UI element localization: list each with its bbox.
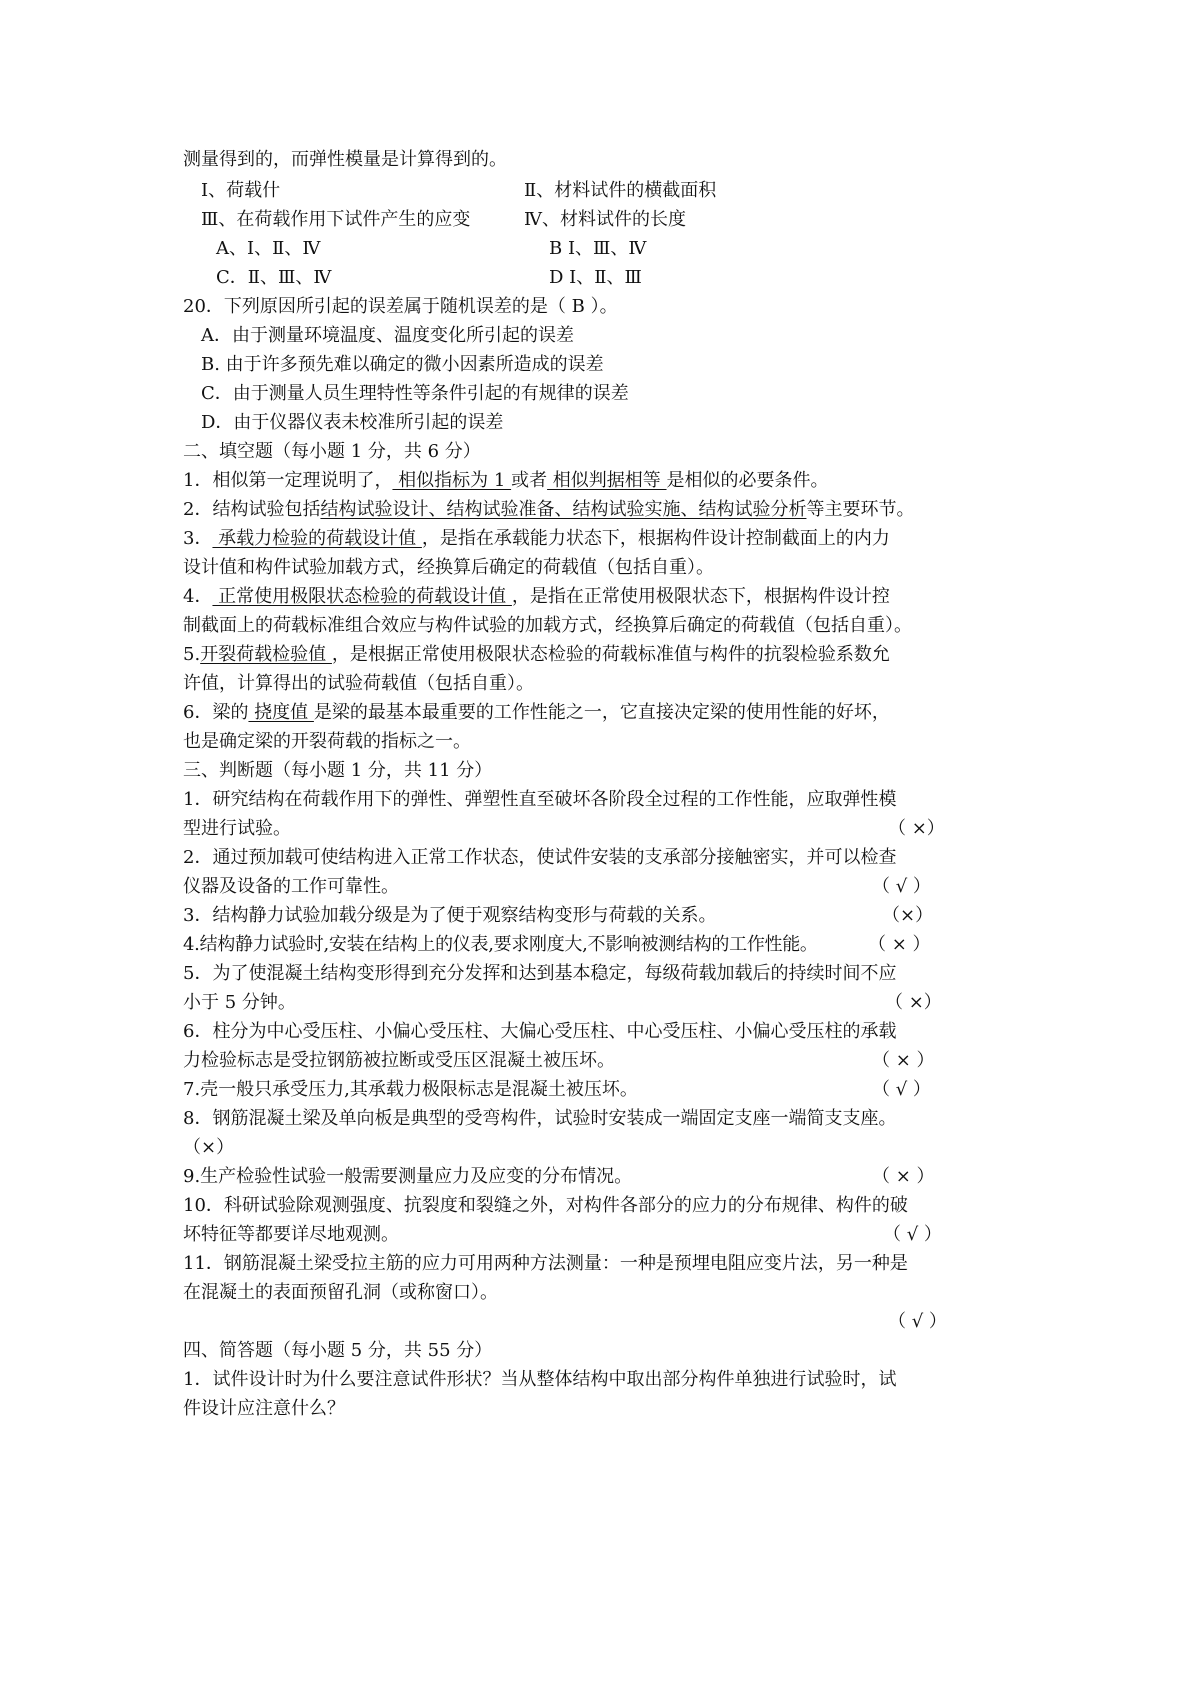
judge-q1-line-2: 型进行试验。: [183, 818, 291, 839]
fill-q4-answer: 正常使用极限状态检验的荷载设计值: [212, 586, 512, 607]
judge-q11-line-2: 在混凝土的表面预留孔洞（或称窗口）。: [183, 1282, 498, 1303]
judge-q10-line-2: 坏特征等都要详尽地观测。: [183, 1224, 399, 1245]
q19-item-3: Ⅲ、在荷载作用下试件产生的应变: [201, 209, 471, 230]
q20-stem: 20．下列原因所引起的误差属于随机误差的是（ B ）。: [183, 296, 618, 317]
q19-item-4: Ⅳ、材料试件的长度: [524, 209, 686, 230]
fill-q6-continuation: 也是确定梁的开裂荷载的指标之一。: [183, 731, 471, 752]
fill-q3: [183, 528, 890, 550]
fill-q1-text-c: 是相似的必要条件。: [666, 470, 829, 491]
q20-option-a: A．由于测量环境温度、温度变化所引起的误差: [201, 325, 574, 346]
fill-q4-text-b: ，是指在正常使用极限状态下，根据构件设计控: [511, 586, 890, 607]
q19-item-1: Ⅰ、荷载什: [201, 180, 281, 201]
judge-q3-answer: （×）: [882, 905, 934, 926]
fill-q1-text-a: 1．相似第一定理说明了，: [183, 470, 393, 491]
judge-q7-answer: （ √ ）: [872, 1079, 931, 1100]
fill-q4-continuation: 制截面上的荷载标准组合效应与构件试验的加载方式，经换算后确定的荷载值（包括自重）。: [183, 615, 912, 636]
fill-q5-continuation: 许值，计算得出的试验荷载值（包括自重）。: [183, 673, 534, 694]
fill-q5-text-b: ，是根据正常使用极限状态检验的荷载标准值与构件的抗裂检验系数允: [331, 644, 890, 665]
judge-q2-answer: （ √ ）: [872, 876, 931, 897]
judge-q5-line-2: 小于 5 分钟。: [183, 992, 296, 1013]
fill-q4-text-a: 4．: [183, 586, 213, 607]
fill-section-header: 二、填空题（每小题 1 分，共 6 分）: [183, 441, 481, 462]
judge-q6-line-2: 力检验标志是受拉钢筋被拉断或受压区混凝土被压坏。: [183, 1050, 615, 1071]
judge-q2-line-2: 仪器及设备的工作可靠性。: [183, 876, 399, 897]
judge-q11-line-1: 11．钢筋混凝土梁受拉主筋的应力可用两种方法测量：一种是预埋电阻应变片法，另一种是: [183, 1253, 908, 1274]
short-q1-line-2: 件设计应注意什么？: [183, 1398, 345, 1419]
q19-item-2: Ⅱ、材料试件的横截面积: [524, 180, 717, 201]
judge-q4-answer: （ × ）: [868, 934, 931, 955]
fill-q6-answer: 挠度值: [248, 702, 314, 723]
fill-q5-text-a: 5.: [183, 644, 201, 665]
judge-q1-line-1: 1．研究结构在荷载作用下的弹性、弹塑性直至破坏各阶段全过程的工作性能，应取弹性模: [183, 789, 897, 810]
fill-q5-answer: 开裂荷载检验值: [200, 644, 332, 665]
q19-option-b: B Ⅰ、Ⅲ、Ⅳ: [549, 238, 647, 259]
judge-q2-line-1: 2．通过预加载可使结构进入正常工作状态，使试件安装的支承部分接触密实，并可以检查: [183, 847, 897, 868]
fill-q4: [183, 586, 890, 608]
fill-q6: [183, 702, 890, 724]
fill-q6-text-b: 是梁的最基本最重要的工作性能之一，它直接决定梁的使用性能的好坏，: [313, 702, 890, 723]
judge-q5-answer: （ ×）: [885, 992, 942, 1013]
judge-q6-answer: （ × ）: [872, 1050, 935, 1071]
fill-q3-text-a: 3．: [183, 528, 213, 549]
fill-q3-answer: 承载力检验的荷载设计值: [212, 528, 422, 549]
judge-q7-line-1: 7.壳一般只承受压力,其承载力极限标志是混凝土被压坏。: [183, 1079, 638, 1100]
fill-q5: [183, 644, 890, 666]
fill-q3-text-b: ，是指在承载能力状态下，根据构件设计控制截面上的内力: [421, 528, 890, 549]
judge-q10-line-1: 10．科研试验除观测强度、抗裂度和裂缝之外，对构件各部分的应力的分布规律、构件的破: [183, 1195, 908, 1216]
judge-q8-answer: （×）: [183, 1137, 235, 1158]
q19-option-c: C．Ⅱ、Ⅲ、Ⅳ: [216, 267, 332, 288]
judge-q1-answer: （ ×）: [888, 818, 945, 839]
judge-section-header: 三、判断题（每小题 1 分，共 11 分）: [183, 760, 493, 781]
fill-q1-answer-2: 相似判据相等: [547, 470, 667, 491]
judge-q9-line-1: 9.生产检验性试验一般需要测量应力及应变的分布情况。: [183, 1166, 633, 1187]
short-section-header: 四、简答题（每小题 5 分，共 55 分）: [183, 1340, 493, 1361]
short-q1-line-1: 1．试件设计时为什么要注意试件形状？当从整体结构中取出部分构件单独进行试验时，试: [183, 1369, 897, 1390]
judge-q4-line-1: 4.结构静力试验时,安装在结构上的仪表,要求刚度大,不影响被测结构的工作性能。: [183, 934, 818, 955]
q20-option-d: D．由于仪器仪表未校准所引起的误差: [201, 412, 504, 433]
q20-option-c: C．由于测量人员生理特性等条件引起的有规律的误差: [201, 383, 629, 404]
q19-option-d: D Ⅰ、Ⅱ、Ⅲ: [549, 267, 642, 288]
fill-q2: [183, 499, 914, 521]
judge-q3-line-1: 3．结构静力试验加载分级是为了便于观察结构变形与荷载的关系。: [183, 905, 717, 926]
fill-q6-text-a: 6．梁的: [183, 702, 249, 723]
q19-continuation: 测量得到的，而弹性模量是计算得到的。: [183, 149, 507, 170]
fill-q3-continuation: 设计值和构件试验加载方式，经换算后确定的荷载值（包括自重）。: [183, 557, 714, 578]
judge-q5-line-1: 5．为了使混凝土结构变形得到充分发挥和达到基本稳定，每级荷载加载后的持续时间不应: [183, 963, 897, 984]
q19-option-a: A、Ⅰ、Ⅱ、Ⅳ: [216, 238, 321, 259]
judge-q9-answer: （ × ）: [872, 1166, 935, 1187]
fill-q1-text-b: 或者: [511, 470, 548, 491]
fill-q2-text-b: 等主要环节。: [806, 499, 915, 520]
q20-option-b: B. 由于许多预先难以确定的微小因素所造成的误差: [201, 354, 604, 375]
fill-q1: [183, 470, 829, 492]
fill-q2-text-a: 2．结构试验包括: [183, 499, 321, 520]
fill-q1-answer-1: 相似指标为 1: [392, 470, 512, 491]
fill-q2-answer: 结构试验设计、结构试验准备、结构试验实施、结构试验分析: [320, 499, 807, 520]
judge-q6-line-1: 6．柱分为中心受压柱、小偏心受压柱、大偏心受压柱、中心受压柱、小偏心受压柱的承载: [183, 1021, 897, 1042]
judge-q8-line-1: 8．钢筋混凝土梁及单向板是典型的受弯构件，试验时安装成一端固定支座一端简支支座。: [183, 1108, 897, 1129]
judge-q10-answer: （ √ ）: [883, 1224, 942, 1245]
judge-q11-answer: （ √ ）: [888, 1311, 947, 1332]
